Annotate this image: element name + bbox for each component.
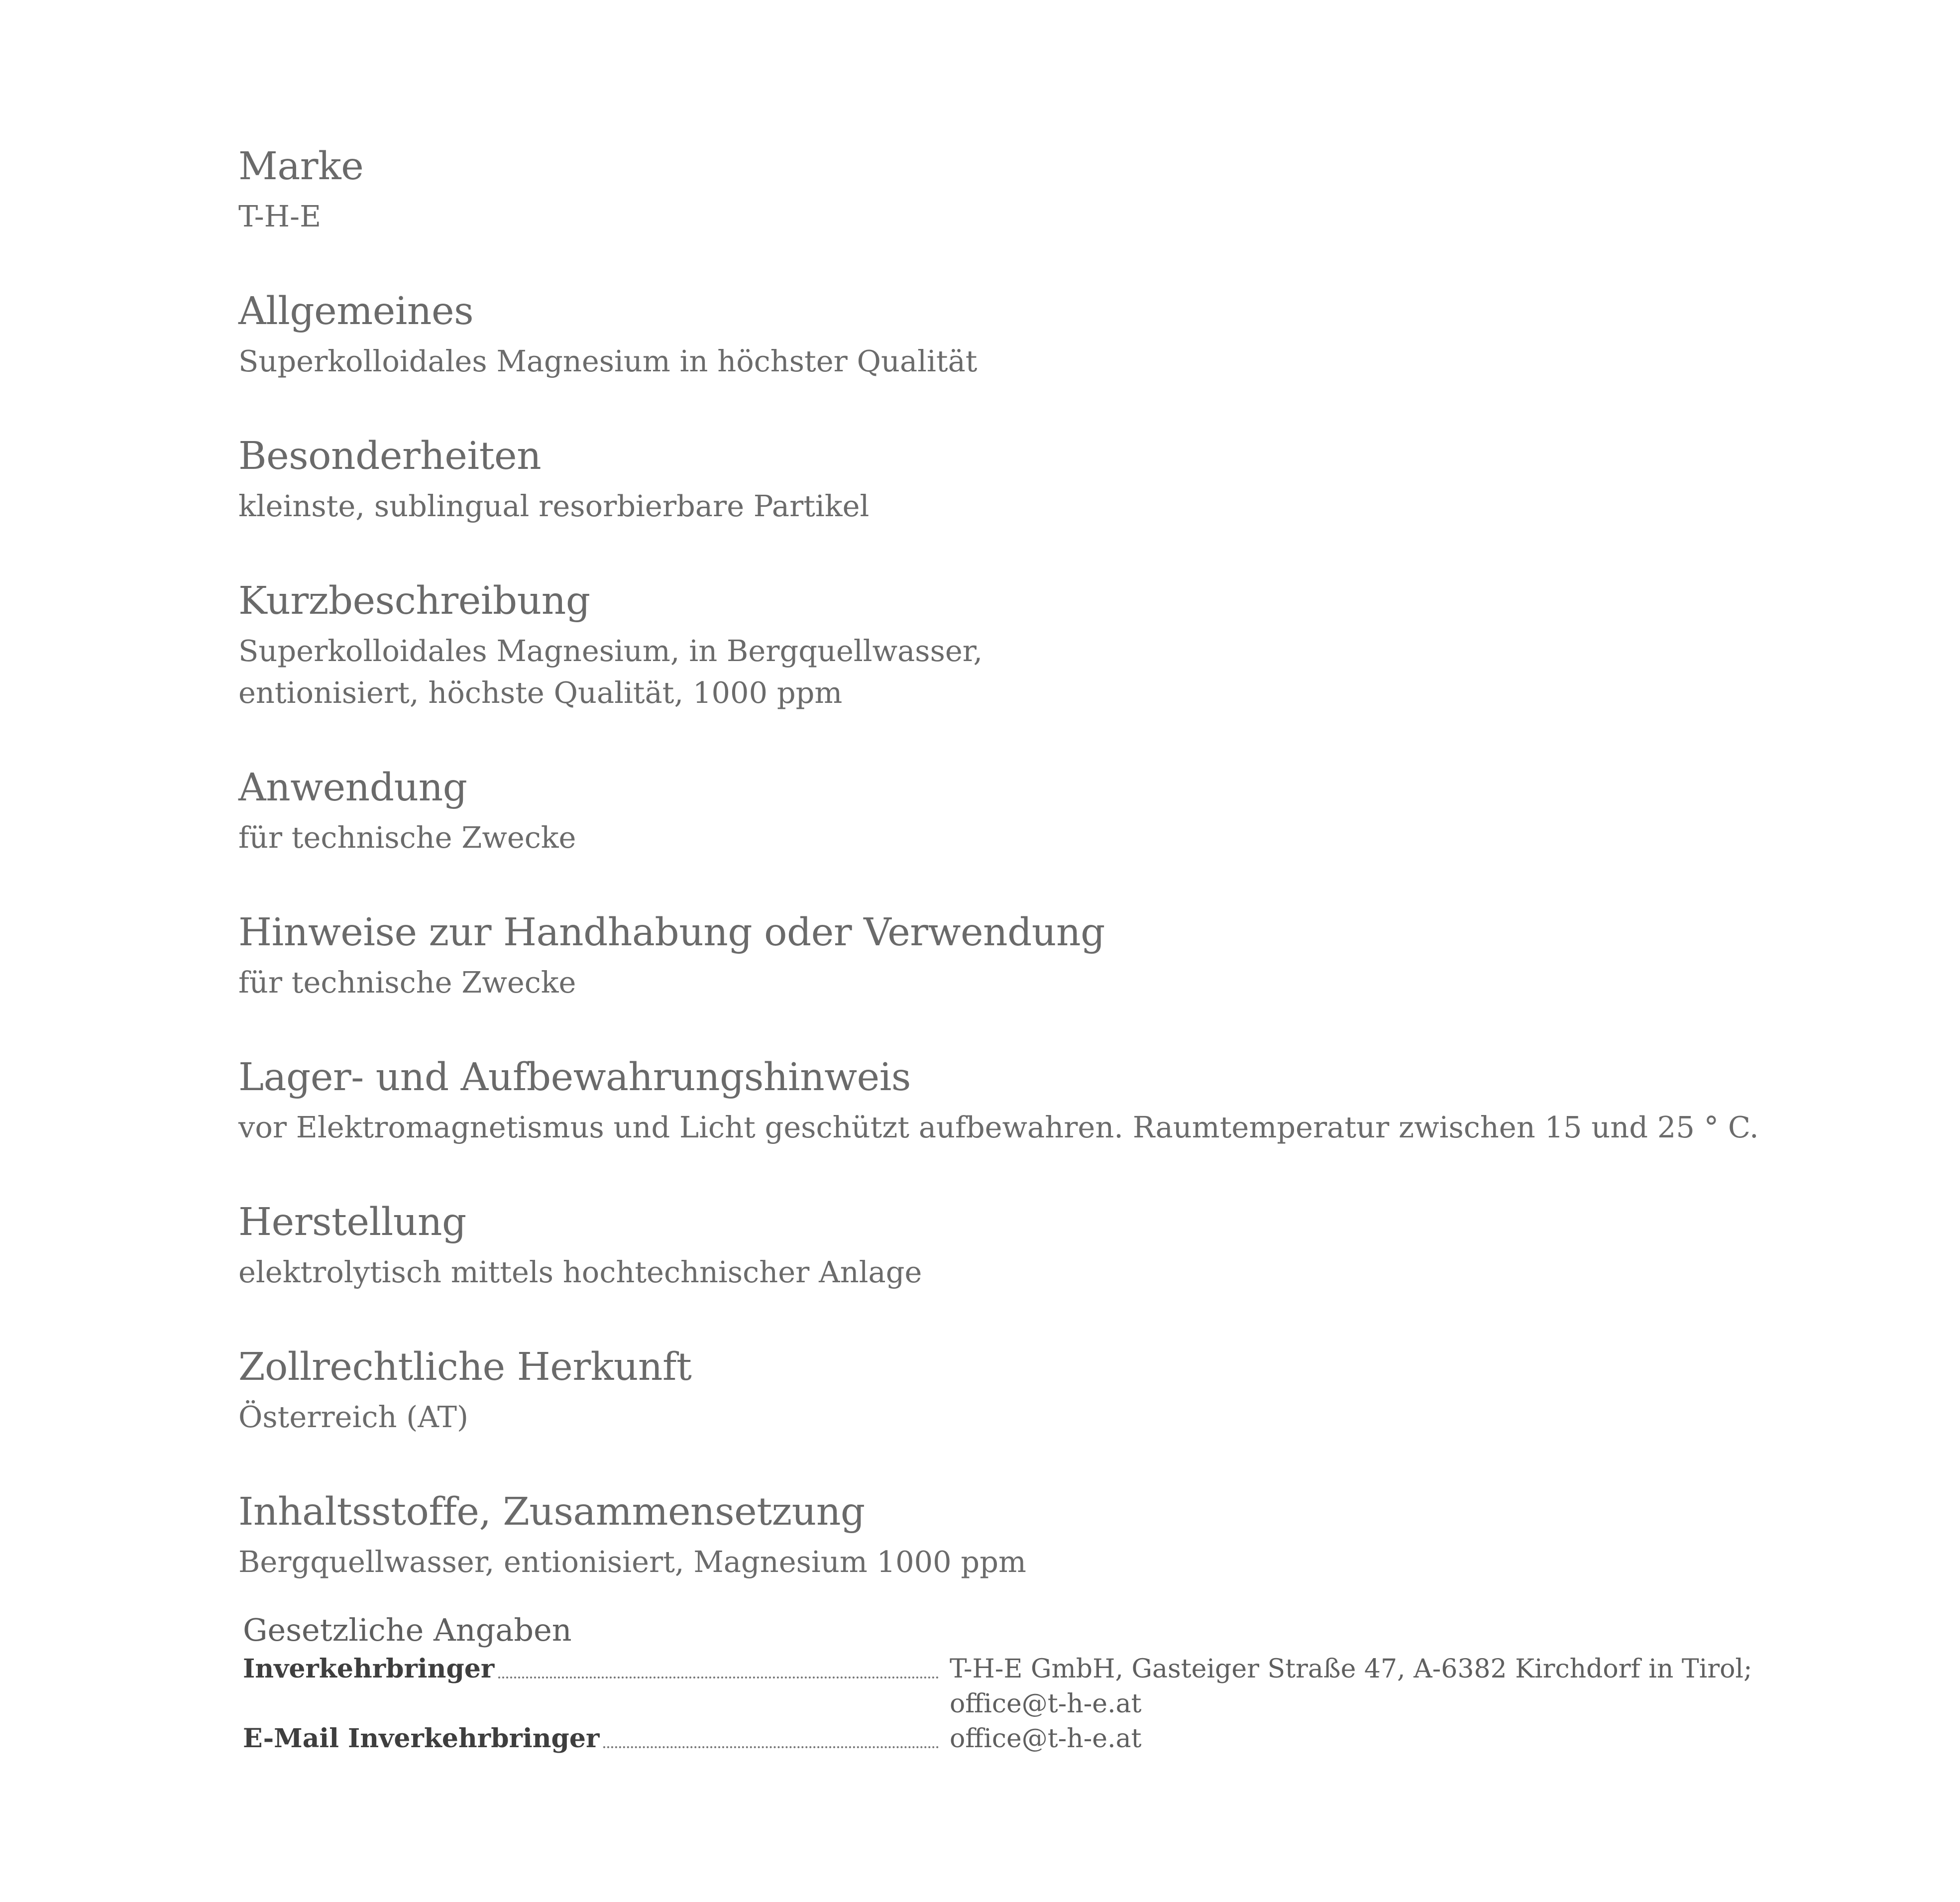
section-text: T-H-E	[238, 199, 322, 233]
section-text: für technische Zwecke	[238, 820, 576, 855]
section-title: Allgemeines	[238, 289, 474, 334]
section-text: vor Elektromagnetismus und Licht geschützt aufbewahren. Raumtemperatur zwischen 15 und 25 ° C.	[238, 1110, 1759, 1144]
section-herkunft	[238, 1341, 1831, 1438]
section-title: Hinweise zur Handhabung oder Verwendung	[238, 910, 1105, 955]
legal-row-email	[243, 1721, 1766, 1756]
section-herstellung	[238, 1196, 1831, 1293]
section-title: Anwendung	[238, 766, 467, 810]
legal-value: T-H-E GmbH, Gasteiger Straße 47, A-6382 Kirchdorf in Tirol; office@t-h-e.at	[950, 1654, 1752, 1719]
product-details	[238, 140, 1831, 1631]
legal-row-inverkehrbringer	[243, 1652, 1766, 1721]
section-text: Superkolloidales Magnesium in höchster Qualität	[238, 344, 978, 378]
section-kurzbeschreibung	[238, 575, 1831, 714]
legal-label: E-Mail Inverkehrbringer	[243, 1723, 600, 1754]
section-allgemeines	[238, 285, 1831, 382]
section-text: für technische Zwecke	[238, 965, 576, 1000]
section-title: Kurzbeschreibung	[238, 579, 590, 623]
section-hinweise	[238, 906, 1831, 1004]
section-marke	[238, 140, 1831, 237]
section-title: Zollrechtliche Herkunft	[238, 1345, 692, 1389]
section-title: Marke	[238, 144, 364, 189]
section-text: elektrolytisch mittels hochtechnischer Anlage	[238, 1255, 922, 1289]
section-text: Österreich (AT)	[238, 1400, 469, 1434]
section-text: kleinste, sublingual resorbierbare Partikel	[238, 489, 870, 523]
section-besonderheiten	[238, 430, 1831, 527]
section-lagerhinweis	[238, 1051, 1831, 1148]
legal-email-link[interactable]: office@t-h-e.at	[950, 1724, 1142, 1754]
section-inhaltsstoffe	[238, 1486, 1831, 1583]
section-title: Besonderheiten	[238, 434, 542, 478]
legal-info	[243, 1609, 1766, 1756]
legal-label: Inverkehrbringer	[243, 1654, 495, 1684]
dotted-leader	[603, 1746, 939, 1748]
legal-title: Gesetzliche Angaben	[243, 1612, 572, 1648]
section-text: Bergquellwasser, entionisiert, Magnesium 1000 ppm	[238, 1545, 1026, 1579]
section-anwendung	[238, 762, 1831, 859]
section-title: Lager- und Aufbewahrungshinweis	[238, 1055, 911, 1100]
section-title: Herstellung	[238, 1200, 466, 1244]
section-title: Inhaltsstoffe, Zusammensetzung	[238, 1490, 865, 1534]
dotted-leader	[498, 1676, 939, 1678]
section-text: Superkolloidales Magnesium, in Bergquellwasser, entionisiert, höchste Qualität, 1000 ppm	[238, 634, 983, 710]
